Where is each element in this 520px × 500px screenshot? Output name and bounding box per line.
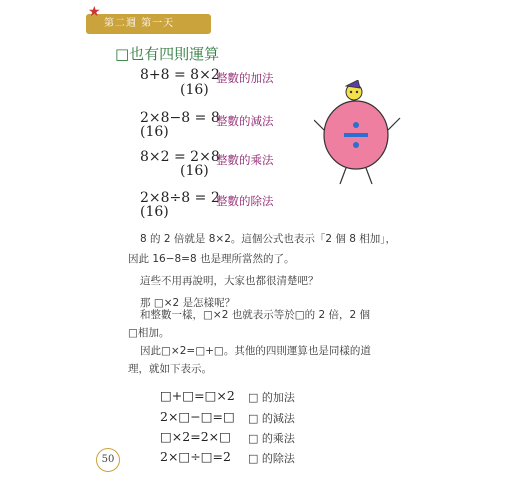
- equation-tag: 整數的加法: [216, 71, 274, 85]
- equation-tag: 整數的乘法: [216, 153, 274, 167]
- section-title: □也有四則運算: [115, 45, 220, 63]
- body-paragraph: 那 □×2 是怎樣呢？: [140, 297, 236, 309]
- equation-result: (16): [140, 124, 169, 140]
- body-paragraph: 8 的 2 倍就是 8×2。這個公式也表示「2 個 8 相加」，: [140, 233, 396, 245]
- header-figure-icon: ★: [88, 4, 101, 20]
- equation-line: 8+8 = 8×2: [140, 67, 220, 83]
- table-row-expression: □×2=2×□: [160, 429, 231, 444]
- equation-result: (16): [180, 163, 209, 179]
- header-label: 第二週 第一天: [104, 18, 175, 29]
- equation-result: (16): [180, 82, 209, 98]
- table-row-tag: □ 的減法: [248, 412, 295, 425]
- equation-line: 8×2 = 2×8: [140, 149, 220, 165]
- table-row-expression: 2×□−□=□: [160, 409, 235, 424]
- page-number: 50: [96, 448, 120, 472]
- equation-tag: 整數的除法: [216, 194, 274, 208]
- body-paragraph: 這些不用再說明，大家也都很清楚吧？: [140, 275, 319, 287]
- equation-tag: 整數的減法: [216, 114, 274, 128]
- body-paragraph: 因此 16−8=8 也是理所當然的了。: [128, 253, 295, 265]
- equation-line: 2×8−8 = 8: [140, 110, 220, 126]
- table-row-tag: □ 的除法: [248, 452, 295, 465]
- table-row-expression: □+□=□×2: [160, 388, 235, 403]
- table-row-expression: 2×□÷□=2: [160, 449, 231, 464]
- equation-line: 2×8÷8 = 2: [140, 190, 220, 206]
- division-mascot-illustration: [314, 80, 404, 190]
- table-row-tag: □ 的乘法: [248, 432, 295, 445]
- body-paragraph: □相加。: [128, 327, 170, 339]
- table-row-tag: □ 的加法: [248, 391, 295, 404]
- equation-result: (16): [140, 204, 169, 220]
- body-paragraph: 因此□×2=□+□。其他的四則運算也是同樣的道: [140, 345, 371, 357]
- body-paragraph: 和整數一樣，□×2 也就表示等於□的 2 倍，2 個: [140, 309, 371, 321]
- body-paragraph: 理，就如下表示。: [128, 363, 212, 375]
